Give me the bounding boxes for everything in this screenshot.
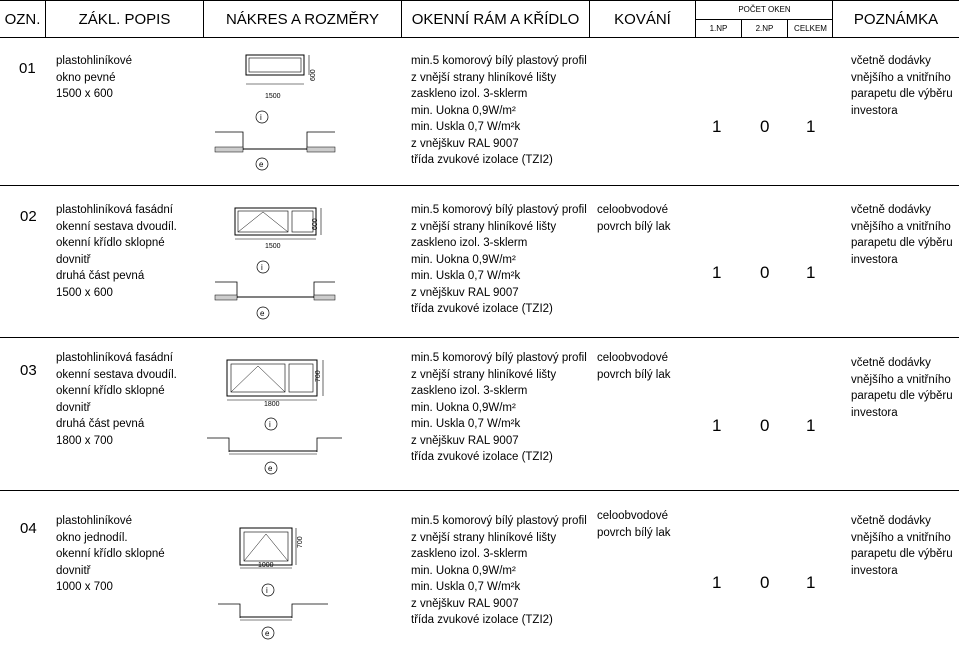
poznamka-line: vnějšího a vnitřního xyxy=(851,531,951,544)
ram-line: z vnější strany hliníkové lišty xyxy=(411,220,557,233)
kovani-line: povrch bílý lak xyxy=(597,526,671,539)
fixed-pane xyxy=(292,211,313,232)
poznamka-line: investora xyxy=(851,253,898,266)
header-nakres: NÁKRES A ROZMĚRY xyxy=(204,1,402,37)
popis-line: plastohliníková fasádní xyxy=(56,352,173,364)
count-np2: 0 xyxy=(760,573,770,592)
ram-line: z vnější strany hliníkové lišty xyxy=(411,531,557,544)
wall-hatch xyxy=(307,147,335,152)
window-frame xyxy=(240,528,292,565)
interior-marker xyxy=(256,111,268,123)
window-drawing xyxy=(207,352,342,477)
popis-line: plastohliníkové xyxy=(56,515,133,527)
count-np2: 0 xyxy=(760,117,770,136)
header-pocet: POČET OKEN xyxy=(738,5,791,14)
popis-line: okenní křídlo sklopné xyxy=(56,548,165,560)
kovani-line: celoobvodové xyxy=(597,352,668,364)
poznamka-line: vnějšího a vnitřního xyxy=(851,220,951,233)
interior-marker xyxy=(262,584,274,596)
header-ozn: OZN. xyxy=(0,1,46,37)
popis-line: dovnitř xyxy=(56,253,91,266)
wall-hatch xyxy=(314,295,335,300)
poznamka-line: parapetu dle výběru xyxy=(851,237,953,249)
row-divider xyxy=(0,337,959,338)
height-label: 600 xyxy=(312,218,319,230)
width-label: 1000 xyxy=(258,562,274,569)
ram-line: min. Uskla 0,7 W/m²k xyxy=(411,121,521,133)
popis-line: druhá část pevná xyxy=(56,270,145,282)
ram-line: zaskleno izol. 3-sklerm xyxy=(411,548,528,560)
window-drawing xyxy=(215,48,335,173)
poznamka-line: včetně dodávky xyxy=(851,204,931,216)
interior-label: i xyxy=(269,420,271,429)
window-drawing xyxy=(215,202,335,327)
row-ram xyxy=(411,513,587,629)
header-kovani: KOVÁNÍ xyxy=(590,1,696,37)
ram-line: zaskleno izol. 3-sklerm xyxy=(411,385,528,397)
header-np2: 2.NP xyxy=(755,24,774,33)
ram-line: min. Uskla 0,7 W/m²k xyxy=(411,270,521,282)
window-frame xyxy=(235,208,316,235)
window-sash xyxy=(231,364,285,392)
ram-line: min. Uokna 0,9W/m² xyxy=(411,564,516,577)
ram-line: min. Uskla 0,7 W/m²k xyxy=(411,581,521,593)
ram-line: z vnějškuv RAL 9007 xyxy=(411,286,519,299)
popis-line: 1800 x 700 xyxy=(56,434,113,447)
window-frame xyxy=(227,360,317,396)
exterior-label: e xyxy=(259,160,264,169)
count-np1: 1 xyxy=(712,263,722,282)
row-kovani xyxy=(597,350,671,383)
ram-line: z vnějškuv RAL 9007 xyxy=(411,434,519,447)
row-poznamka xyxy=(851,355,953,421)
popis-line: 1500 x 600 xyxy=(56,286,113,299)
exterior-label: e xyxy=(265,629,270,638)
interior-label: i xyxy=(261,263,263,272)
wall-section xyxy=(218,604,328,618)
height-label: 700 xyxy=(297,536,304,548)
count-np2: 0 xyxy=(760,416,770,435)
ram-line: z vnějškuv RAL 9007 xyxy=(411,137,519,150)
ram-line: min. Uokna 0,9W/m² xyxy=(411,401,516,414)
popis-line: okenní sestava dvoudíl. xyxy=(56,220,177,233)
header-poznamka: POZNÁMKA xyxy=(853,10,939,28)
popis-line: okno jednodíl. xyxy=(56,531,128,544)
ram-line: min. Uokna 0,9W/m² xyxy=(411,104,516,117)
row-poznamka xyxy=(851,53,953,119)
row-ram xyxy=(411,202,587,318)
row-popis xyxy=(56,202,177,301)
width-label: 1800 xyxy=(264,401,280,408)
wall-hatch xyxy=(215,295,237,300)
count-celkem: 1 xyxy=(806,573,816,592)
window-sash xyxy=(238,211,288,232)
row-ozn: 04 xyxy=(20,520,37,537)
count-np1: 1 xyxy=(712,573,722,592)
ram-line: min.5 komorový bílý plastový profil xyxy=(411,515,587,527)
poznamka-line: investora xyxy=(851,564,898,577)
wall-section xyxy=(207,438,342,452)
kovani-line: celoobvodové xyxy=(597,204,668,216)
row-ram xyxy=(411,53,587,169)
poznamka-line: včetně dodávky xyxy=(851,357,931,369)
poznamka-line: včetně dodávky xyxy=(851,55,931,67)
header-divider xyxy=(696,19,833,20)
row-ozn: 01 xyxy=(19,60,36,77)
row-divider xyxy=(0,185,959,186)
ram-line: min.5 komorový bílý plastový profil xyxy=(411,55,587,67)
ram-line: z vnější strany hliníkové lišty xyxy=(411,71,557,84)
popis-line: okenní křídlo sklopné xyxy=(56,385,165,397)
header-ram: OKENNÍ RÁM A KŘÍDLO xyxy=(402,1,590,37)
window-sash xyxy=(244,532,288,561)
poznamka-line: parapetu dle výběru xyxy=(851,548,953,560)
kovani-line: povrch bílý lak xyxy=(597,368,671,381)
popis-line: 1500 x 600 xyxy=(56,88,113,100)
ram-line: min. Uskla 0,7 W/m²k xyxy=(411,418,521,430)
exterior-label: e xyxy=(260,309,265,318)
popis-line: okno pevné xyxy=(56,71,116,84)
row-ram xyxy=(411,350,587,466)
ram-line: třída zvukové izolace (TZI2) xyxy=(411,614,553,626)
ram-line: zaskleno izol. 3-sklerm xyxy=(411,237,528,249)
height-label: 600 xyxy=(310,69,317,81)
popis-line: okenní křídlo sklopné xyxy=(56,237,165,249)
row-kovani xyxy=(597,202,671,235)
popis-line: druhá část pevná xyxy=(56,418,145,430)
ram-line: zaskleno izol. 3-sklerm xyxy=(411,88,528,100)
ram-line: min.5 komorový bílý plastový profil xyxy=(411,204,587,216)
poznamka-line: parapetu dle výběru xyxy=(851,88,953,100)
poznamka-line: investora xyxy=(851,104,898,117)
poznamka-line: investora xyxy=(851,406,898,419)
header-celkem: CELKEM xyxy=(794,24,827,33)
count-np1: 1 xyxy=(712,416,722,435)
tilt-indicator xyxy=(231,366,285,392)
count-np1: 1 xyxy=(712,117,722,136)
ram-line: třída zvukové izolace (TZI2) xyxy=(411,303,553,315)
popis-line: dovnitř xyxy=(56,564,91,577)
kovani-line: celoobvodové xyxy=(597,510,668,522)
table-header xyxy=(0,0,959,38)
ram-line: min.5 komorový bílý plastový profil xyxy=(411,352,587,364)
height-label: 700 xyxy=(315,370,322,382)
ram-line: z vnější strany hliníkové lišty xyxy=(411,368,557,381)
popis-line: okenní sestava dvoudíl. xyxy=(56,368,177,381)
tilt-indicator xyxy=(238,212,288,232)
row-poznamka xyxy=(851,513,953,579)
kovani-line: povrch bílý lak xyxy=(597,220,671,233)
interior-marker xyxy=(257,261,269,273)
poznamka-line: včetně dodávky xyxy=(851,515,931,527)
poznamka-line: parapetu dle výběru xyxy=(851,390,953,402)
exterior-label: e xyxy=(268,464,273,473)
row-popis xyxy=(56,350,177,449)
ram-line: třída zvukové izolace (TZI2) xyxy=(411,154,553,166)
row-ozn: 03 xyxy=(20,362,37,379)
count-celkem: 1 xyxy=(806,117,816,136)
row-ozn: 02 xyxy=(20,208,37,225)
window-glass xyxy=(249,58,301,72)
poznamka-line: vnějšího a vnitřního xyxy=(851,373,951,386)
row-kovani xyxy=(597,508,671,541)
row-poznamka xyxy=(851,202,953,268)
header-np1: 1.NP xyxy=(709,24,728,33)
interior-marker xyxy=(265,418,277,430)
count-celkem: 1 xyxy=(806,263,816,282)
wall-hatch xyxy=(215,147,243,152)
row-popis xyxy=(56,53,132,103)
fixed-pane xyxy=(289,364,313,392)
row-popis xyxy=(56,513,165,596)
ram-line: min. Uokna 0,9W/m² xyxy=(411,253,516,266)
interior-label: i xyxy=(266,586,268,595)
ram-line: třída zvukové izolace (TZI2) xyxy=(411,451,553,463)
header-pocet-group xyxy=(696,1,833,37)
width-label: 1500 xyxy=(265,243,281,250)
header-popis: ZÁKL. POPIS xyxy=(46,1,204,37)
popis-line: dovnitř xyxy=(56,401,91,414)
popis-line: plastohliníkové xyxy=(56,55,133,67)
window-drawing xyxy=(218,518,328,648)
width-label: 1500 xyxy=(265,93,281,100)
interior-label: i xyxy=(260,113,262,122)
poznamka-line: vnějšího a vnitřního xyxy=(851,71,951,84)
popis-line: 1000 x 700 xyxy=(56,581,113,593)
count-celkem: 1 xyxy=(806,416,816,435)
tilt-indicator xyxy=(244,534,288,561)
count-np2: 0 xyxy=(760,263,770,282)
popis-line: plastohliníková fasádní xyxy=(56,204,173,216)
ram-line: z vnějškuv RAL 9007 xyxy=(411,597,519,610)
row-divider xyxy=(0,490,959,491)
